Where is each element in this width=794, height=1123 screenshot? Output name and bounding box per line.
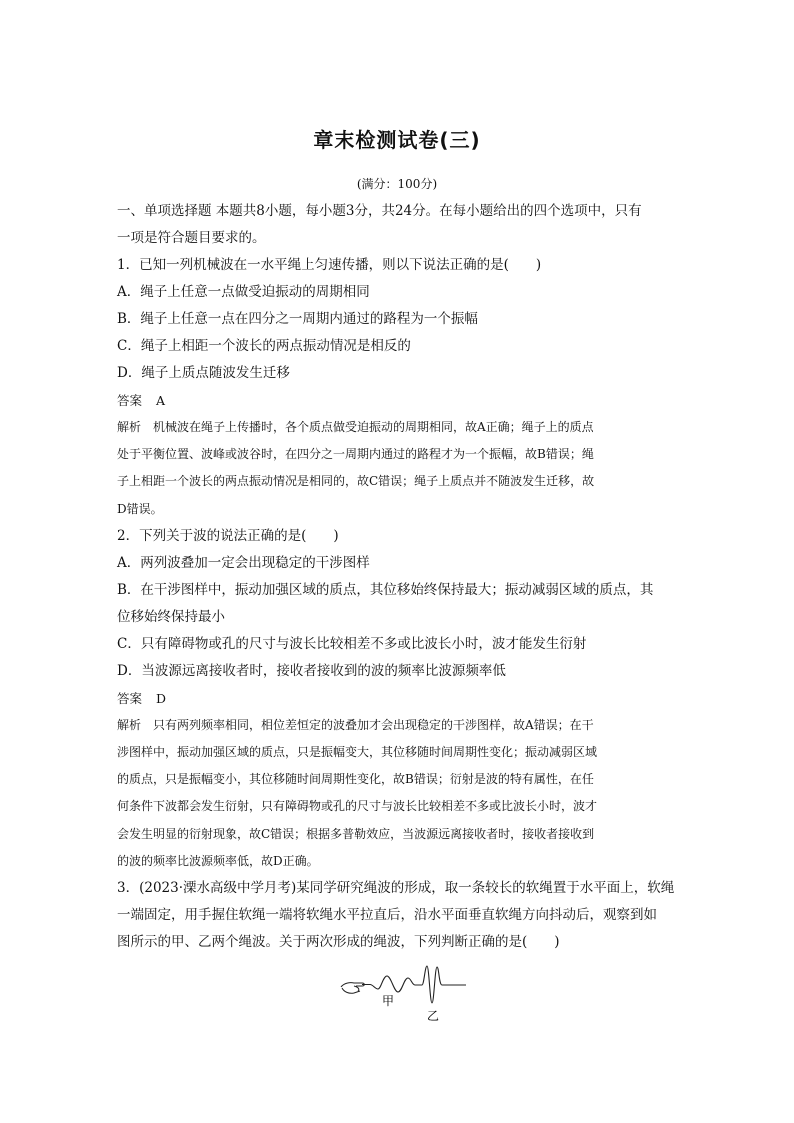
answer-value: D [156, 690, 167, 706]
question-stem: 3．(2023·溧水高级中学月考)某同学研究绳波的形成，取一条较长的软绳置于水平面上，软绳 [117, 880, 675, 897]
label-yi: 乙 [427, 1009, 440, 1023]
option-a: A．绳子上任意一点做受迫振动的周期相同 [117, 284, 370, 300]
explanation-line: 涉图样中，振动加强区域的质点，只是振幅变大，其位移随时间周期性变化；振动减弱区域 [117, 745, 598, 760]
content [117, 198, 679, 956]
explanation-line: 的波的频率比波源频率低，故D正确。 [117, 853, 319, 868]
option-c: C．绳子上相距一个波长的两点振动情况是相反的 [117, 338, 411, 354]
section-intro-line: 一项是符合题目要求的。 [117, 230, 266, 246]
option-b: B．在干涉图样中，振动加强区域的质点，其位移始终保持最大；振动减弱区域的质点，其 [117, 581, 654, 598]
explanation-line: 解析 只有两列频率相同，相位差恒定的波叠加才会出现稳定的干涉图样，故A错误；在干 [117, 717, 594, 732]
question-stem: 2．下列关于波的说法正确的是( ) [117, 527, 339, 544]
explanation-line: 的质点，只是振幅变小，其位移随时间周期性变化，故B错误；衍射是波的特有属性，在任 [117, 772, 594, 787]
explanation-line: 会发生明显的衍射现象，故C错误；根据多普勒效应，当波源远离接收者时，接收者接收到 [117, 826, 595, 841]
explanation-label: 解析 [117, 420, 142, 434]
explanation-line: 何条件下波都会发生衍射，只有障碍物或孔的尺寸与波长比较相差不多或比波长小时，波才 [117, 799, 598, 814]
label-jia: 甲 [382, 994, 395, 1008]
explanation-line: D错误。 [117, 501, 163, 516]
explanation-line: 解析 机械波在绳子上传播时，各个质点做受迫振动的周期相同，故A正确；绳子上的质点 [117, 420, 594, 434]
answer-line [117, 387, 679, 414]
explanation-line: 子上相距一个波长的两点振动情况是相同的，故C错误；绳子上质点并不随波发生迁移，故 [117, 474, 595, 489]
section-intro-line: 一、单项选择题 本题共8小题，每小题3分，共24分。在每小题给出的四个选项中，只有 [117, 203, 642, 219]
score-note: (满分：100分) [356, 177, 438, 191]
rope-wave-figure [338, 961, 468, 1023]
option-c: C．只有障碍物或孔的尺寸与波长比较相差不多或比波长小时，波才能发生衍射 [117, 635, 587, 652]
option-a: A．两列波叠加一定会出现稳定的干涉图样 [117, 554, 370, 571]
rope-wave [362, 966, 466, 1003]
page-title: 章末检测试卷(三) [313, 128, 481, 152]
option-b: B．绳子上任意一点在四分之一周期内通过的路程为一个振幅 [117, 311, 478, 327]
rope-wave-diagram [338, 961, 468, 1023]
answer-value: A [156, 393, 166, 408]
option-d: D．当波源远离接收者时，接收者接收到的波的频率比波源频率低 [117, 662, 506, 679]
explanation-line: 处于平衡位置、波峰或波谷时，在四分之一周期内通过的路程才为一个振幅，故B错误；绳 [117, 447, 594, 462]
hand-icon [341, 983, 364, 994]
question-stem: 1．已知一列机械波在一水平绳上匀速传播，则以下说法正确的是( ) [117, 257, 542, 273]
answer-label: 答案 [117, 393, 143, 408]
explanation-label: 解析 [117, 717, 142, 732]
answer-line [117, 685, 679, 712]
answer-label: 答案 [117, 690, 143, 706]
question-stem-cont: 图所示的甲、乙两个绳波。关于两次形成的绳波，下列判断正确的是( ) [117, 934, 560, 951]
option-d: D．绳子上质点随波发生迁移 [117, 365, 290, 381]
question-stem-cont: 一端固定，用手握住软绳一端将软绳水平拉直后，沿水平面垂直软绳方向抖动后，观察到如 [117, 907, 657, 924]
option-b-cont: 位移始终保持最小 [117, 608, 225, 625]
